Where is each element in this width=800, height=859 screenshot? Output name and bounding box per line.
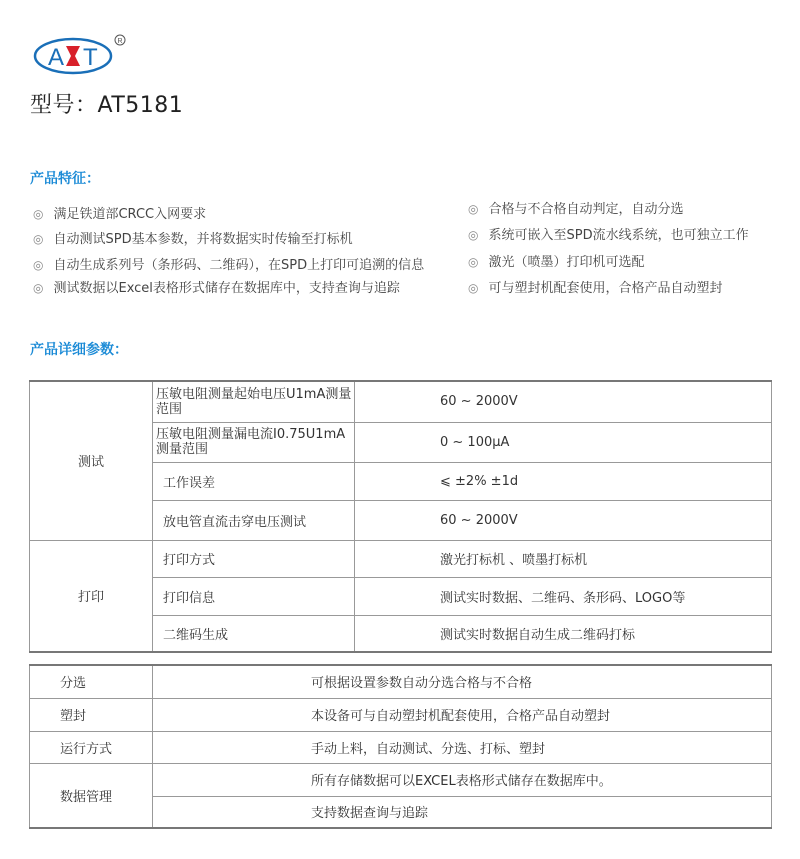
bullet-icon: ◎ (33, 207, 44, 221)
param-cell: 压敏电阻测量起始电压U1mA测量范围 (153, 381, 355, 422)
param-cell: 放电管直流击穿电压测试 (153, 500, 355, 540)
bullet-icon: ◎ (33, 258, 44, 272)
bullet-icon: ◎ (468, 202, 479, 216)
table-row (30, 665, 772, 698)
param-cell: 打印信息 (153, 577, 355, 615)
bullet-icon: ◎ (468, 281, 479, 295)
value-cell: 本设备可与自动塑封机配套使用，合格产品自动塑封 (153, 698, 772, 731)
value-cell: 60 ~ 2000V (355, 500, 772, 540)
value-cell: 测试实时数据自动生成二维码打标 (355, 615, 772, 652)
svg-text:T: T (83, 44, 98, 71)
table-row (30, 540, 772, 577)
feature-item: ◎ 激光（喷墨）打印机可选配 (468, 255, 645, 270)
params-table (29, 380, 772, 653)
value-cell: 可根据设置参数自动分选合格与不合格 (153, 665, 772, 698)
table-row (30, 381, 772, 422)
feature-item: ◎ 满足铁道部CRCC入网要求 (33, 207, 207, 222)
table-row (30, 763, 772, 796)
details-title: 产品详细参数： (30, 342, 128, 358)
features-title: 产品特征： (30, 171, 100, 187)
svg-text:R: R (117, 38, 123, 45)
value-cell: 所有存储数据可以EXCEL表格形式储存在数据库中。 (153, 763, 772, 796)
axt-logo (33, 33, 129, 77)
value-cell: 0 ~ 100μA (355, 422, 772, 462)
category-cell: 运行方式 (30, 731, 153, 763)
feature-item: ◎ 系统可嵌入至SPD流水线系统，也可独立工作 (468, 228, 749, 243)
value-cell: 激光打标机 、喷墨打标机 (355, 540, 772, 577)
svg-text:A: A (48, 44, 65, 71)
value-cell: 手动上料，自动测试、分选、打标、塑封 (153, 731, 772, 763)
value-cell: 支持数据查询与追踪 (153, 796, 772, 828)
category-cell: 测试 (30, 381, 153, 540)
feature-item: ◎ 自动生成系列号（条形码、二维码），在SPD上打印可追溯的信息 (33, 258, 425, 273)
bullet-icon: ◎ (468, 228, 479, 242)
model-title: 型号：AT5181 (30, 93, 184, 118)
category-cell: 打印 (30, 540, 153, 652)
value-cell: 60 ~ 2000V (355, 381, 772, 422)
value-cell: ⩽ ±2% ±1d (355, 462, 772, 500)
table-row (30, 731, 772, 763)
bullet-icon: ◎ (468, 255, 479, 269)
feature-item: ◎ 自动测试SPD基本参数，并将数据实时传输至打标机 (33, 232, 353, 247)
table-row (30, 698, 772, 731)
param-cell: 打印方式 (153, 540, 355, 577)
category-cell: 分选 (30, 665, 153, 698)
other-params-table (29, 664, 772, 829)
bullet-icon: ◎ (33, 281, 44, 295)
feature-item: ◎ 合格与不合格自动判定，自动分选 (468, 202, 684, 217)
param-cell: 工作误差 (153, 462, 355, 500)
value-cell: 测试实时数据、二维码、条形码、LOGO等 (355, 577, 772, 615)
param-cell: 二维码生成 (153, 615, 355, 652)
feature-item: ◎ 可与塑封机配套使用，合格产品自动塑封 (468, 281, 723, 296)
category-cell: 塑封 (30, 698, 153, 731)
param-cell: 压敏电阻测量漏电流I0.75U1mA测量范围 (153, 422, 355, 462)
feature-item: ◎ 测试数据以Excel表格形式储存在数据库中，支持查询与追踪 (33, 281, 400, 296)
category-cell: 数据管理 (30, 763, 153, 828)
bullet-icon: ◎ (33, 232, 44, 246)
